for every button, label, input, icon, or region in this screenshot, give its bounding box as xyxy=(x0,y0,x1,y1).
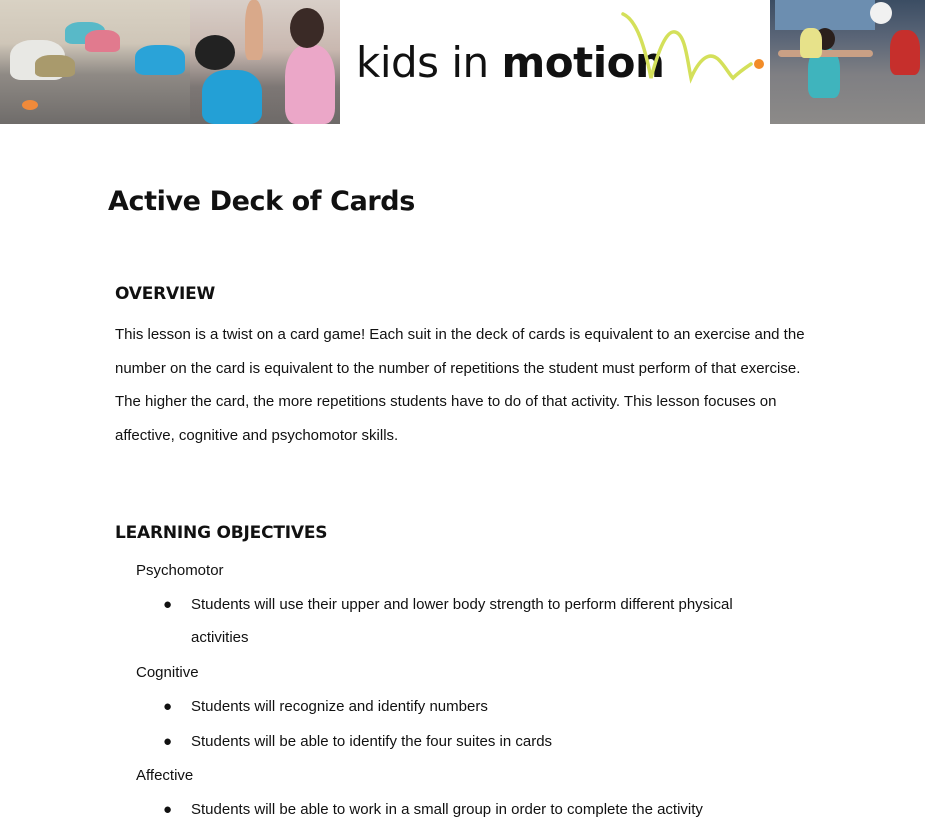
children-arms-out-photo xyxy=(770,0,925,124)
objective-category-affective: Affective xyxy=(136,767,194,784)
bullet-icon: ● xyxy=(163,733,173,750)
page-title: Active Deck of Cards xyxy=(108,186,415,217)
bullet-icon: ● xyxy=(163,596,173,613)
objective-category-cognitive: Cognitive xyxy=(136,664,199,681)
logo-wordmark: kids in motion xyxy=(356,38,665,87)
bouncing-swoosh-icon xyxy=(615,8,765,88)
children-stretching-photo xyxy=(0,0,190,124)
header-banner xyxy=(0,0,925,124)
kids-in-motion-logo xyxy=(340,0,770,124)
objective-category-psychomotor: Psychomotor xyxy=(136,562,224,579)
children-arms-raised-photo xyxy=(190,0,340,124)
bullet-icon: ● xyxy=(163,698,173,715)
bullet-icon: ● xyxy=(163,801,173,818)
overview-heading: OVERVIEW xyxy=(115,284,216,304)
overview-text: This lesson is a twist on a card game! Each suit in the deck of cards is equivalent to an exercise and the number on the card is equivalent to the number of repetitions the student must perform of that exercise. The higher the card, the more repetitions students have to do of that activity. This lesson focuses on affective, cognitive and psychomotor skills. xyxy=(115,326,805,444)
learning-objectives-heading: LEARNING OBJECTIVES xyxy=(115,523,328,543)
